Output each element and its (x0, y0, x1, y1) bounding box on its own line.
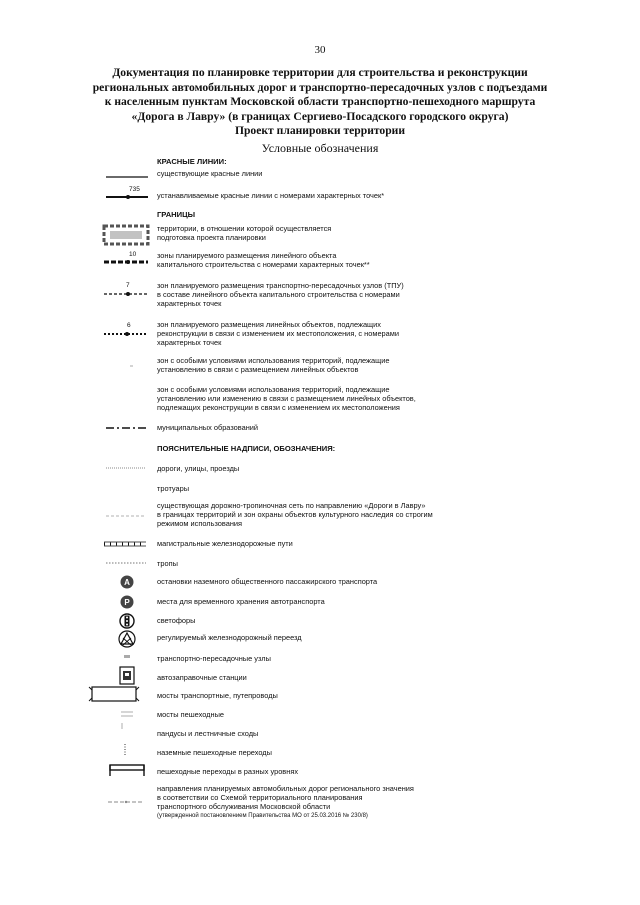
bridge-icon (88, 686, 140, 708)
trail-network-icon (100, 502, 152, 524)
legend-label: пандусы и лестничные сходы (157, 729, 259, 738)
legend-label: места для временного хранения автотранспорта (157, 597, 325, 606)
legend-label: тротуары (157, 484, 190, 493)
point-number: 7 (126, 282, 130, 289)
legend-label: дороги, улицы, проезды (157, 464, 240, 473)
title-line: Документация по планировке территории для строительства и реконструкции (112, 66, 528, 79)
legend-label: остановки наземного общественного пассажирского транспорта (157, 577, 378, 586)
legend-label: наземные пешеходные переходы (157, 748, 272, 757)
page-number: 30 (314, 44, 326, 56)
svg-text:A: A (124, 578, 130, 587)
heading-text: ГРАНИЦЫ (157, 210, 196, 219)
point-number: 735 (129, 186, 140, 193)
rail-crossing-icon (100, 630, 152, 652)
legend-label: автозаправочные станции (157, 673, 247, 682)
legend-label: мосты транспортные, путепроводы (157, 691, 278, 700)
heading-text: ПОЯСНИТЕЛЬНЫЕ НАДПИСИ, ОБОЗНАЧЕНИЯ: (157, 444, 336, 453)
svg-text:P: P (124, 598, 130, 607)
railway-icon (100, 540, 152, 562)
municipal-border-icon (100, 424, 152, 446)
title-line: Проект планировки территории (234, 124, 406, 138)
ramp-icon (100, 722, 152, 744)
title-line: региональных автомобильных дорог и транспортно-пересадочных узлов с подъездами (92, 80, 548, 94)
legend-label: регулируемый железнодорожный переезд (157, 633, 302, 642)
point-number: 10 (129, 251, 137, 258)
legend-label: зон с особыми условиями использования территорий, подлежащие установлению или изменению в связи с размещением линейных объектов, подлежащих реконструкции в связи с изменением их местоположения (157, 385, 416, 412)
zone-tpu-border-icon (100, 282, 152, 304)
legend-label: направления планируемых автомобильных дорог регионального значения в соответствии со Схемой территориального планирования транспортного обслуживания Московской области (утвержденной постановлением Правительства МО от 25.03.2016 № 230/8) (157, 784, 414, 819)
level-crossing-icon (100, 761, 152, 783)
legend-label: существующие красные линии (157, 169, 263, 178)
legend-label: устанавливаемые красные линии с номерами характерных точек* (157, 191, 385, 200)
legend-label: магистральные железнодорожные пути (157, 539, 293, 548)
territory-border-icon (100, 225, 152, 247)
title-line: «Дорога в Лавру» (в границах Сергиево-Посадского городского округа) (131, 109, 509, 123)
legend-label: зон планируемого размещения транспортно-пересадочных узлов (ТПУ) в составе линейного объекта капитального строительства с номерами характерных точек (157, 281, 404, 308)
legend-label: территории, в отношении которой осуществляется подготовка проекта планировки (157, 224, 332, 242)
legend-label: зон с особыми условиями использования территорий, подлежащие установлению в связи с размещением линейных объектов (157, 356, 390, 374)
legend-label: транспортно-пересадочные узлы (157, 654, 271, 663)
zone-reconstruct-border-icon (100, 321, 152, 343)
legend-label: светофоры (157, 616, 196, 625)
legend-label: тропы (157, 559, 178, 568)
road-direction-icon (100, 801, 152, 823)
bus-stop-icon (100, 573, 152, 595)
zone-linear-border-icon (100, 252, 152, 274)
legend-label: мосты пешеходные (157, 710, 225, 719)
legend-label: зоны планируемого размещения линейного объекта капитального строительства с номерами характерных точек** (157, 251, 370, 269)
heading-text: КРАСНЫЕ ЛИНИИ: (157, 157, 227, 166)
legend-subtitle: Условные обозначения (261, 141, 379, 155)
legend-label: существующая дорожно-тропиночная сеть по направлению «Дороги в Лавру» в границах территорий и зон охраны объектов культурного наследия со строгим режимом использования (157, 501, 433, 528)
point-number: 6 (127, 322, 131, 329)
legend-label: пешеходные переходы в разных уровнях (157, 767, 299, 776)
title-line: к населенным пунктам Московской области транспортно-пешеходного маршрута (104, 95, 536, 109)
road-icon (100, 465, 152, 487)
legend-label: зон планируемого размещения линейных объектов, подлежащих реконструкции в связи с изменением их местоположения, с номерами характерных точек (157, 320, 399, 347)
gas-station-icon (100, 666, 152, 688)
new-red-line-icon (100, 188, 152, 210)
legend-label: муниципальных образований (157, 423, 259, 432)
special-zone-border-icon (100, 357, 152, 379)
